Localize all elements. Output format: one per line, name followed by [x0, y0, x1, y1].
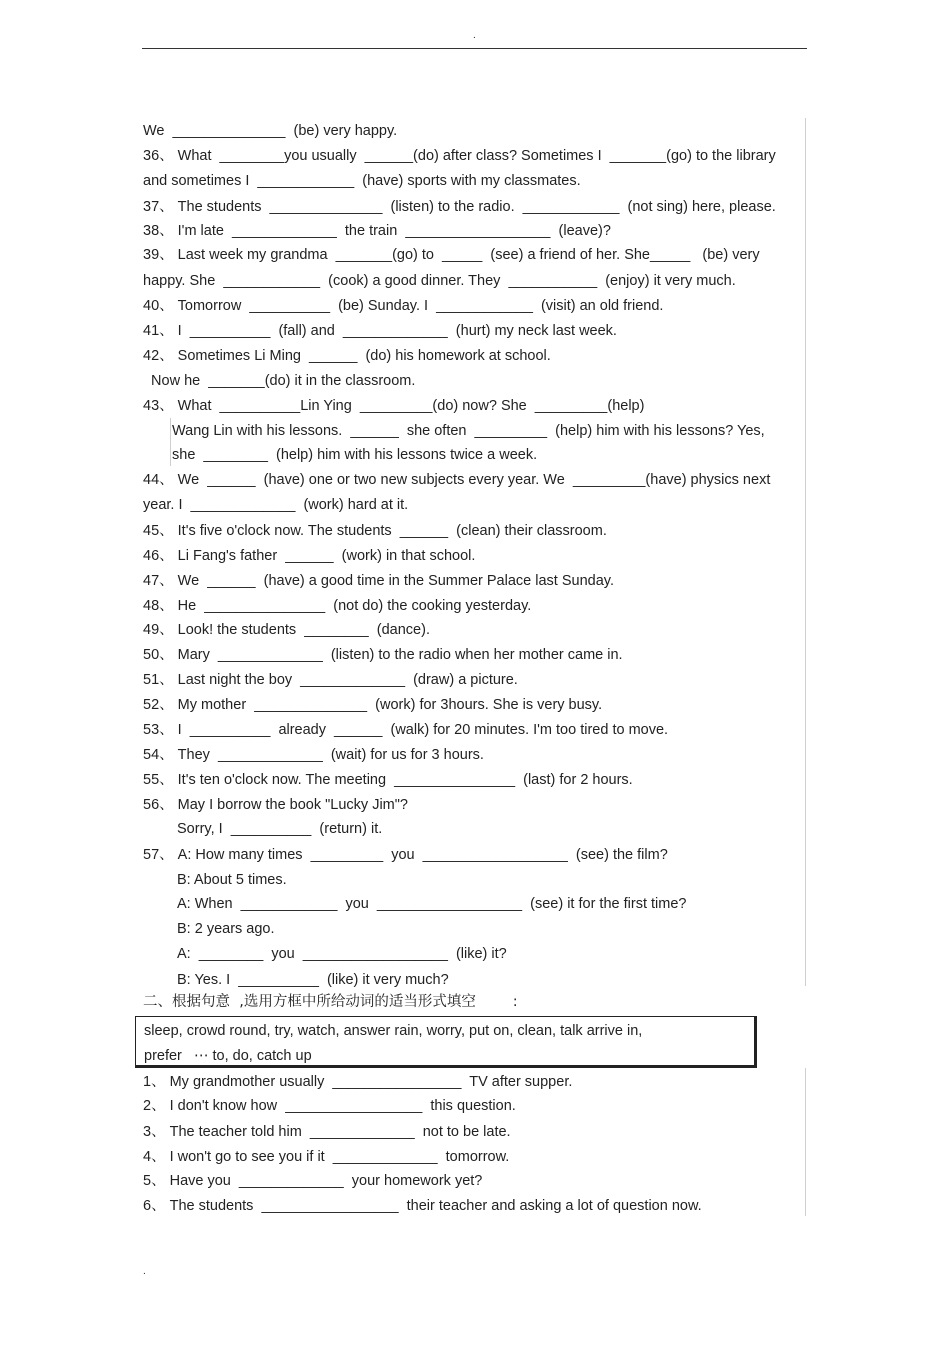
word-bank-line: prefer ⋯ to, do, catch up [144, 1048, 312, 1064]
exercise-line: Now he _______(do) it in the classroom. [147, 373, 416, 389]
section-2-title: 二、根据句意 ,选用方框中所给动词的适当形式填空 : [143, 994, 518, 1010]
exercise-line: 38、 I'm late _____________ the train __________________ (leave)? [143, 223, 611, 239]
exercise-line: Wang Lin with his lessons. ______ she often _________ (help) him with his lessons? Yes, [172, 423, 765, 439]
exercise-line: Sorry, I __________ (return) it. [177, 821, 383, 837]
word-bank-box [135, 1016, 757, 1068]
exercise-line: 45、 It's five o'clock now. The students ______ (clean) their classroom. [143, 523, 607, 539]
exercise-line: A: ________ you __________________ (like) it? [177, 946, 507, 962]
exercise-line: 53、 I __________ already ______ (walk) for 20 minutes. I'm too tired to move. [143, 722, 669, 738]
exercise-line: 57、 A: How many times _________ you __________________ (see) the film? [143, 847, 668, 863]
exercise-line: she ________ (help) him with his lessons twice a week. [172, 447, 538, 463]
exercise-line: 46、 Li Fang's father ______ (work) in that school. [143, 548, 476, 564]
exercise-line: 54、 They _____________ (wait) for us for 3 hours. [143, 747, 484, 763]
fill-item: 1、 My grandmother usually ________________ TV after supper. [143, 1074, 573, 1090]
exercise-line: 42、 Sometimes Li Ming ______ (do) his homework at school. [143, 348, 551, 364]
exercise-line: B: 2 years ago. [177, 921, 275, 937]
footer-dot: . [143, 1266, 146, 1277]
exercise-line: year. I _____________ (work) hard at it. [143, 497, 409, 513]
exercise-line: 40、 Tomorrow __________ (be) Sunday. I ____________ (visit) an old friend. [143, 298, 664, 314]
exercise-line: B: Yes. I __________ (like) it very much? [177, 972, 449, 988]
exercise-line: 49、 Look! the students ________ (dance). [143, 622, 430, 638]
exercise-line: 43、 What __________Lin Ying _________(do) now? She _________(help) [143, 398, 645, 414]
fill-item: 2、 I don't know how _________________ this question. [143, 1098, 516, 1114]
exercise-line: 55、 It's ten o'clock now. The meeting _______________ (last) for 2 hours. [143, 772, 633, 788]
exercise-line: 50、 Mary _____________ (listen) to the radio when her mother came in. [143, 647, 623, 663]
word-bank-line: sleep, crowd round, try, watch, answer rain, worry, put on, clean, talk arrive in, [144, 1023, 643, 1039]
exercise-line: happy. She ____________ (cook) a good dinner. They ___________ (enjoy) it very much. [143, 273, 736, 289]
header-dot: . [473, 30, 476, 41]
exercise-line: 52、 My mother ______________ (work) for 3hours. She is very busy. [143, 697, 603, 713]
exercise-line: 51、 Last night the boy _____________ (draw) a picture. [143, 672, 518, 688]
left-margin-rule [170, 418, 171, 466]
exercise-line: 37、 The students ______________ (listen) to the radio. ____________ (not sing) here, please. [143, 199, 776, 215]
fill-item: 6、 The students _________________ their teacher and asking a lot of question now. [143, 1198, 702, 1214]
exercise-line: 39、 Last week my grandma _______(go) to _____ (see) a friend of her. She_____ (be) very [143, 247, 760, 263]
exercise-line: We ______________ (be) very happy. [143, 123, 398, 139]
header-rule [142, 48, 807, 49]
fill-item: 3、 The teacher told him _____________ not to be late. [143, 1124, 511, 1140]
exercise-line: 44、 We ______ (have) one or two new subjects every year. We _________(have) physics next [143, 472, 771, 488]
exercise-line: 56、 May I borrow the book "Lucky Jim"? [143, 797, 408, 813]
exercise-line: and sometimes I ____________ (have) sports with my classmates. [143, 173, 581, 189]
right-margin-rule-2 [805, 1068, 806, 1216]
fill-item: 5、 Have you _____________ your homework yet? [143, 1173, 483, 1189]
exercise-line: 41、 I __________ (fall) and _____________ (hurt) my neck last week. [143, 323, 617, 339]
exercise-line: B: About 5 times. [177, 872, 287, 888]
right-margin-rule [805, 118, 806, 986]
exercise-line: 48、 He _______________ (not do) the cooking yesterday. [143, 598, 532, 614]
exercise-line: A: When ____________ you __________________ (see) it for the first time? [177, 896, 687, 912]
exercise-line: 36、 What ________you usually ______(do) after class? Sometimes I _______(go) to the library [143, 148, 776, 164]
exercise-line: 47、 We ______ (have) a good time in the Summer Palace last Sunday. [143, 573, 614, 589]
fill-item: 4、 I won't go to see you if it _____________ tomorrow. [143, 1149, 510, 1165]
